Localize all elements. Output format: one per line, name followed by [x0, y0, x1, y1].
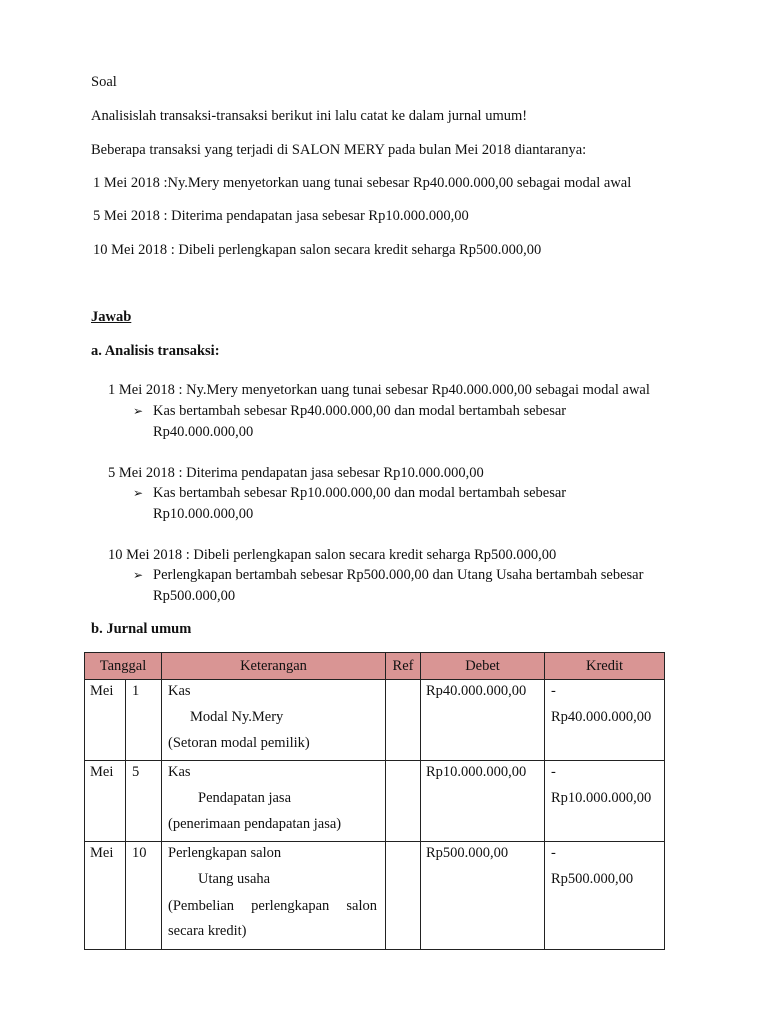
row-bulan: Mei — [90, 764, 114, 780]
analisis-2-bullet-line1: Kas bertambah sebesar Rp10.000.000,00 dan modal bertambah sebesar — [153, 485, 567, 501]
analisis-2-bullet-line2: Rp10.000.000,00 — [153, 506, 254, 522]
row-kredit-dash: - — [551, 683, 556, 699]
row-description-line2: secara kredit) — [168, 923, 247, 939]
row-description: (penerimaan pendapatan jasa) — [168, 816, 342, 832]
analisis-3-title: 10 Mei 2018 : Dibeli perlengkapan salon secara kredit seharga Rp500.000,00 — [108, 547, 557, 563]
row-bulan: Mei — [90, 683, 114, 699]
header-kredit: Kredit — [545, 653, 665, 680]
row-kredit: Rp40.000.000,00 — [551, 709, 652, 725]
row-description: (Setoran modal pemilik) — [168, 735, 310, 751]
row-bulan: Mei — [90, 845, 114, 861]
table-header-row — [85, 653, 665, 680]
analisis-2-title: 5 Mei 2018 : Diterima pendapatan jasa sebesar Rp10.000.000,00 — [108, 465, 484, 481]
jurnal-heading: b. Jurnal umum — [91, 621, 192, 637]
row-hari: 10 — [132, 845, 147, 861]
row-debit-account: Kas — [168, 764, 191, 780]
row-kredit-dash: - — [551, 764, 556, 780]
transaction-1: 1 Mei 2018 :Ny.Mery menyetorkan uang tunai sebesar Rp40.000.000,00 sebagai modal awal — [93, 175, 632, 191]
header-ref: Ref — [386, 653, 421, 680]
analisis-3-bullet-line1: Perlengkapan bertambah sebesar Rp500.000,00 dan Utang Usaha bertambah sebesar — [153, 567, 644, 583]
header-debet: Debet — [421, 653, 545, 680]
row-credit-account: Pendapatan jasa — [198, 790, 292, 806]
arrow-bullet-icon: ➢ — [133, 568, 144, 582]
soal-heading: Soal — [91, 74, 117, 90]
analisis-1-bullet-line2: Rp40.000.000,00 — [153, 424, 254, 440]
header-tanggal: Tanggal — [85, 653, 162, 680]
row-hari: 1 — [132, 683, 140, 699]
row-credit-account: Utang usaha — [198, 871, 271, 887]
analisis-3-bullet-line2: Rp500.000,00 — [153, 588, 236, 604]
row-kredit-dash: - — [551, 845, 556, 861]
jawab-heading: Jawab — [91, 309, 132, 325]
arrow-bullet-icon: ➢ — [133, 486, 144, 500]
row-debit-account: Perlengkapan salon — [168, 845, 282, 861]
transaction-2: 5 Mei 2018 : Diterima pendapatan jasa sebesar Rp10.000.000,00 — [93, 208, 469, 224]
jurnal-umum-table — [84, 652, 665, 950]
row-description-line1: (Pembelian perlengkapan salon — [168, 898, 377, 914]
intro-text: Beberapa transaksi yang terjadi di SALON MERY pada bulan Mei 2018 diantaranya: — [91, 142, 587, 158]
row-debit-account: Kas — [168, 683, 191, 699]
row-kredit: Rp500.000,00 — [551, 871, 634, 887]
arrow-bullet-icon: ➢ — [133, 404, 144, 418]
row-debet: Rp10.000.000,00 — [426, 764, 527, 780]
table-row — [85, 680, 665, 761]
row-kredit: Rp10.000.000,00 — [551, 790, 652, 806]
analisis-1-title: 1 Mei 2018 : Ny.Mery menyetorkan uang tunai sebesar Rp40.000.000,00 sebagai modal awal — [108, 382, 650, 398]
row-debet: Rp40.000.000,00 — [426, 683, 527, 699]
analisis-1-bullet-line1: Kas bertambah sebesar Rp40.000.000,00 dan modal bertambah sebesar — [153, 403, 567, 419]
analisis-heading: a. Analisis transaksi: — [91, 343, 220, 359]
header-keterangan: Keterangan — [162, 653, 386, 680]
transaction-3: 10 Mei 2018 : Dibeli perlengkapan salon secara kredit seharga Rp500.000,00 — [93, 242, 542, 258]
instruction-text: Analisislah transaksi-transaksi berikut ini lalu catat ke dalam jurnal umum! — [91, 108, 528, 124]
row-credit-account: Modal Ny.Mery — [190, 709, 284, 725]
row-debet: Rp500.000,00 — [426, 845, 509, 861]
table-row — [85, 842, 665, 950]
table-row — [85, 761, 665, 842]
row-hari: 5 — [132, 764, 140, 780]
